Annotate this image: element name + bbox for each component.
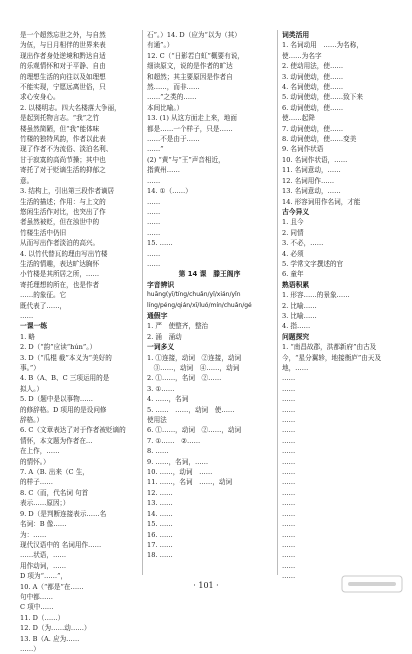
answer-line: 4. 以竹代替瓦的理由写出竹楼 [20, 249, 108, 258]
answer-line: 7. A（B. 出来（C 生， [20, 468, 89, 477]
watermark-stamp [340, 572, 404, 596]
answer-line: 既代表了……， [20, 301, 67, 310]
answer-line: 8. C（而，代名词 句首 [20, 488, 89, 497]
answer-line: 9. D（是判断连接表示……名 [20, 509, 107, 518]
answer-line: 2. ①……，名词 ②…… [147, 374, 222, 383]
answer-line: …… [282, 551, 296, 560]
answer-line: 在上作，…… [20, 447, 60, 456]
answer-line: …… [147, 228, 161, 237]
answer-line: 12. …… [147, 488, 173, 497]
answer-line: 的乐观情怀和对于平静、自由 [20, 62, 106, 71]
column-middle [147, 30, 272, 561]
answer-line: 5. 学常文字撰述的官 [282, 259, 344, 268]
answer-line: 意。 [20, 176, 34, 185]
answer-line: …… [147, 197, 161, 206]
answer-line: 11. 名词意动，…… [282, 166, 341, 175]
answer-line: …… [282, 488, 296, 497]
answer-line: 8. 动词使动，使……变美 [282, 135, 357, 144]
answer-line: 15. …… [147, 520, 173, 529]
answer-line: 寄托理想的所在，也是作者 [20, 280, 100, 289]
answer-line: 使……为名字 [282, 51, 322, 60]
column-divider [277, 30, 278, 575]
section-heading: 熟语积累 [282, 280, 310, 289]
answer-line: 4. 名词使动，使…… [282, 83, 344, 92]
answer-line: 使……起降 [282, 114, 315, 123]
answer-line: 事。”） [20, 364, 40, 372]
column-left [20, 30, 137, 654]
answer-line: 生活的描述；作用：与上文的 [20, 197, 106, 206]
answer-line: …… [147, 249, 161, 258]
answer-line: 2. 同情 [282, 228, 304, 237]
answer-line: 的情怀。） [20, 457, 50, 466]
answer-line: 1. ①连接，动词 ②连接，动词 [147, 353, 242, 362]
section-heading: 第 14 课 滕王阁序 [178, 270, 241, 279]
answer-line: 3. 动词使动，使…… [282, 72, 344, 81]
answer-line: 是一个超然忘世之外，与自然 [20, 31, 106, 39]
answer-line: 14. …… [147, 509, 173, 518]
answer-line: 13. 名词意动，…… [282, 187, 341, 196]
answer-line: 句中都…… [20, 592, 53, 601]
answer-line: huāng(yī/tíng/chuǎn/yǐ/xián/yǐn [147, 291, 241, 299]
answer-line: …… [282, 572, 296, 581]
answer-line: 然……，而非…… [147, 83, 200, 92]
answer-line: 为伍，与日月相伴的世界来表 [20, 41, 106, 50]
answer-line: 小竹楼是其所居之所，…… [20, 270, 100, 279]
answer-line: 有通”。） [147, 41, 174, 50]
answer-line: 13. (1) 从这方面走上来，地面 [147, 114, 237, 123]
answer-line: 15. …… [147, 239, 173, 248]
answer-line: 4. 必须 [282, 249, 304, 258]
answer-line: 4. ……，名词 [147, 395, 189, 404]
answer-line: 不能实现，宁愿远离世俗，只 [20, 83, 106, 92]
answer-line: …… [282, 540, 296, 549]
answer-line: 3. ①…… [147, 384, 175, 393]
column-divider [142, 30, 143, 575]
answer-line: 石”。）14. D（应为“以为（其） [147, 31, 241, 39]
answer-line: 用作动词，…… [20, 561, 67, 570]
section-heading: 字音辨识 [147, 280, 175, 289]
answer-line: 的修辞格。D 项用的是设问修 [20, 405, 107, 414]
answer-line: 7. ①…… ②…… [147, 436, 201, 445]
answer-line: …… [282, 384, 296, 393]
answer-line: ……状语，…… [20, 551, 67, 560]
answer-line: …… [20, 311, 34, 320]
answer-line: …… [282, 509, 296, 518]
answer-line: …… [282, 447, 296, 456]
answer-line: 1. 形容……的景象…… [282, 291, 350, 300]
answer-line: 6. C（文章表达了对于作者被贬谪的 [20, 426, 126, 435]
answer-line: ……” [147, 145, 164, 154]
answer-line: …… [282, 530, 296, 539]
answer-line: 1. 名词动用 ……为名称， [282, 41, 363, 50]
answer-line: ……不是由于…… [147, 135, 200, 144]
answer-line: 13. B（A. 应为…… [20, 634, 80, 643]
answer-line: 3. 不必，…… [282, 239, 324, 248]
answer-line: 12. D（为……动……） [20, 624, 91, 633]
answer-line: 甘于寂寞的高尚节操；其中也 [20, 155, 106, 164]
answer-line: 1. 严 使整齐，整治 [147, 322, 209, 331]
answer-line: ……的象征。它 [20, 291, 67, 300]
answer-line: 7. 动词使动，使…… [282, 124, 344, 133]
answer-line: ……”之类的…… [147, 93, 197, 102]
answer-line: 17. …… [147, 540, 173, 549]
answer-line: 2. 使动用法，使…… [282, 62, 344, 71]
answer-line: 16. …… [147, 530, 173, 539]
section-heading: 问题探究 [282, 332, 310, 341]
answer-line: 拟人。） [20, 384, 44, 393]
answer-line: 现出作者身处逆境和黔达自适 [20, 51, 106, 60]
answer-line: 3. 比喻…… [282, 311, 317, 320]
answer-line: …… [282, 395, 296, 404]
answer-line: 10. A（“都是”在…… [20, 582, 84, 591]
answer-line: 表示……原因；） [20, 499, 70, 508]
answer-line: …… [282, 478, 296, 487]
section-heading: 一词多义 [147, 343, 175, 352]
answer-line: …… [147, 259, 161, 268]
answer-line: 6. 动词使动，使…… [282, 103, 344, 112]
answer-line: ……） [20, 644, 40, 653]
answer-line: C 项中…… [20, 603, 54, 612]
answer-line: 现了作者不为流俗、淡泊名利、 [20, 145, 113, 154]
section-heading: 词类活用 [282, 31, 310, 39]
answer-line: 者虽然被贬，但在浊世中的 [20, 218, 100, 227]
answer-line: …… [282, 436, 296, 445]
answer-line: …… [282, 374, 296, 383]
answer-line: 4. B（A、B、C 三项运用的是 [20, 374, 110, 383]
answer-line: 竹楼的独特风韵，作者以此表 [20, 135, 106, 144]
answer-line: …… [147, 207, 161, 216]
answer-line: …… [147, 176, 161, 185]
answer-line: 4. 指…… [282, 322, 311, 331]
answer-line: …… [282, 499, 296, 508]
answer-line: 现代汉语中的 名词用作…… [20, 540, 102, 549]
answer-line: 14. 形容词用作名词，才能 [282, 197, 361, 206]
answer-line: 为：…… [20, 530, 47, 539]
column-right [282, 30, 398, 582]
answer-line: 2. 以楼明志。四大名楼落大争丽， [20, 103, 121, 112]
answer-line: 11. D（……） [20, 613, 65, 622]
answer-line: 使用法 [147, 416, 167, 425]
answer-line: líng/péng/qián/xī/luó/mín/chuǎn/gé [147, 301, 252, 309]
answer-line: …… [147, 218, 161, 227]
answer-line: 辞格。） [20, 416, 44, 425]
answer-line: 生活的情趣，表达旷达胸怀 [20, 259, 100, 268]
answer-line: 10. ……，动词 …… [147, 468, 213, 477]
page-number: · 101 · [193, 581, 219, 590]
section-heading: 通假字 [147, 311, 168, 320]
answer-line: 3. D（“瓜棍 截”本义为“美好的 [20, 353, 112, 362]
answer-line: 从而写出作者淡泊的高兴。 [20, 239, 100, 248]
answer-line: D 项为“……”， [20, 572, 68, 581]
answer-line: 细读原文，说的是作者的旷达 [147, 62, 233, 71]
answer-line: 寄托了对于贬谪生活的抑郁之 [20, 166, 106, 175]
answer-line: …… [282, 457, 296, 466]
answer-line: 2. 比喻…… [282, 301, 317, 310]
answer-line: 和超然；其主要原因是作者自 [147, 72, 233, 81]
answer-line: 9. 名词作状语 [282, 145, 324, 154]
answer-line: 名词：B 像…… [20, 520, 67, 529]
answer-line: 8. …… [147, 447, 169, 456]
answer-line: 5. 动词使动，使……致下来 [282, 93, 363, 102]
answer-line: 14. ①（……） [147, 187, 192, 196]
answer-line: 是起到托物言志。“我”之竹 [20, 114, 100, 123]
answer-line: 1. 略 [20, 332, 35, 341]
answer-line: 10. 名词作状语，…… [282, 155, 348, 164]
answer-line: 指黄州…… [147, 166, 180, 175]
answer-line: 今，“星分翼轸，地接衡庐”由天及 [282, 353, 382, 362]
answer-line: 11. ……，名词 ……，动词 [147, 478, 233, 487]
answer-line: …… [282, 426, 296, 435]
answer-line: 9. ……，名词，…… [147, 457, 209, 466]
answer-line: 竹楼生活中仍旧 [20, 228, 67, 237]
answer-line: 都是……一个样子，只是…… [147, 124, 233, 133]
answer-line: 6. ①……，动词 ②……，动词 [147, 426, 242, 435]
answer-line: …… [282, 520, 296, 529]
answer-line: ③……，动词 ④……，动词 [147, 364, 240, 372]
answer-line: 12. 名词用作…… [282, 176, 335, 185]
answer-line: 1. 且今 [282, 218, 304, 227]
answer-line: …… [282, 405, 296, 414]
section-heading: 一课一练 [20, 322, 48, 331]
answer-line: (2) “黄”与“王”声音相近， [147, 155, 225, 164]
answer-line: 求心安身心。 [20, 93, 60, 102]
answer-line: 1. “南昌故郡，洪都新府”由古及 [282, 343, 377, 352]
answer-line: …… [282, 561, 296, 570]
answer-line: 12. C（“日影若白虹”概要有说， [147, 51, 244, 60]
answer-line: 5. …… ……，动词 使…… [147, 405, 235, 414]
answer-line: 的样子…… [20, 478, 53, 487]
answer-line: 18. …… [147, 551, 173, 560]
answer-line: 地，…… [282, 364, 309, 372]
answer-line: 3. 结构上，引出第三段作者谪居 [20, 187, 115, 196]
answer-line: 的理想生活的向往以及如理想 [20, 72, 106, 81]
answer-line: 5. D（题中是以事物…… [20, 395, 94, 404]
answer-line: 2. D（“韵”应读“hún”。） [20, 343, 97, 352]
answer-line: 6. 童年 [282, 270, 304, 279]
answer-line: …… [282, 416, 296, 425]
answer-line: 情怀，本文题为作者在… [20, 436, 93, 445]
answer-line: 本间比喻。） [147, 103, 184, 112]
answer-line: 楼虽然简陋，但“我”能体味 [20, 124, 100, 133]
answer-line: 13. …… [147, 499, 173, 508]
answer-line: …… [282, 468, 296, 477]
section-heading: 古今异义 [282, 207, 310, 216]
answer-line: 悠闲生活作对比，也突出了作 [20, 207, 106, 216]
answer-line: 2. 涌 涌动 [147, 332, 182, 341]
